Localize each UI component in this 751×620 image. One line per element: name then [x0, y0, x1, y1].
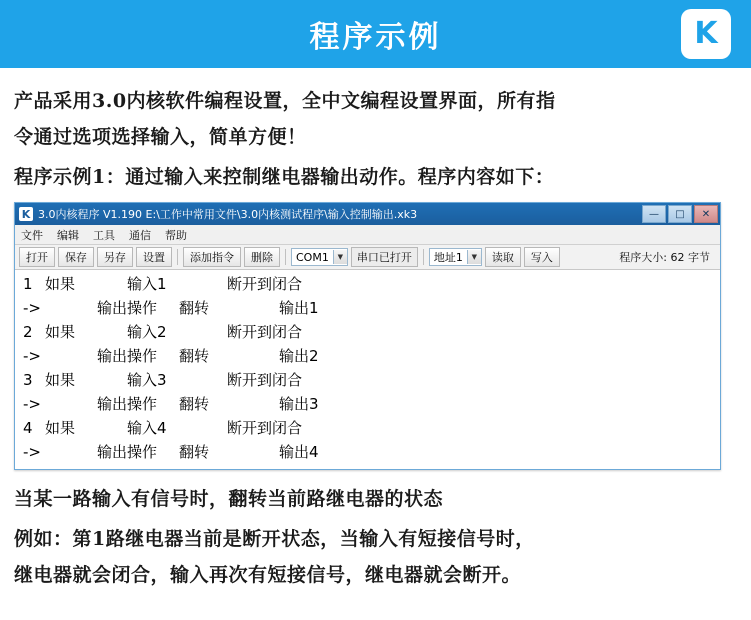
page-header-banner [0, 0, 751, 68]
add-instruction-button[interactable]: 添加指令 [183, 247, 241, 267]
action-arrow: -> [23, 299, 41, 317]
delete-instruction-button[interactable]: 删除 [244, 247, 280, 267]
row-input: 输入2 [127, 323, 167, 341]
row-action: 输出操作 [97, 347, 158, 365]
row-number: 4 [23, 419, 33, 437]
brand-logo-letter: K [694, 16, 718, 51]
toolbar [15, 245, 720, 270]
action-arrow: -> [23, 443, 41, 461]
program-action-row[interactable] [15, 345, 720, 369]
row-action-type: 翻转 [179, 347, 210, 365]
read-button[interactable]: 读取 [485, 247, 521, 267]
row-target: 输出1 [279, 299, 319, 317]
program-editor-window [14, 202, 721, 470]
row-number: 1 [23, 275, 33, 293]
toolbar-separator-2 [285, 249, 286, 265]
toolbar-separator-3 [423, 249, 424, 265]
row-action: 输出操作 [97, 443, 158, 461]
outro-section [0, 470, 751, 592]
maximize-button[interactable]: □ [668, 205, 692, 223]
row-event: 断开到闭合 [227, 275, 303, 293]
outro-line-2: 例如：第1路继电器当前是断开状态，当输入有短接信号时， [14, 528, 535, 550]
intro-section [0, 68, 751, 194]
intro-line-1: 产品采用3.0内核软件编程设置，全中文编程设置界面，所有指 [14, 90, 556, 112]
port-select[interactable] [291, 248, 348, 266]
row-condition: 如果 [45, 419, 76, 437]
brand-logo-icon [681, 9, 731, 59]
row-condition: 如果 [45, 371, 76, 389]
row-input: 输入1 [127, 275, 167, 293]
chevron-down-icon[interactable]: ▼ [333, 250, 347, 264]
action-arrow: -> [23, 395, 41, 413]
address-select-value: 地址1 [433, 251, 463, 264]
save-as-button[interactable]: 另存 [97, 247, 133, 267]
address-select[interactable] [429, 248, 482, 266]
row-action-type: 翻转 [179, 299, 210, 317]
program-row[interactable] [15, 321, 720, 345]
row-action-type: 翻转 [179, 395, 210, 413]
minimize-button[interactable]: — [642, 205, 666, 223]
program-row[interactable] [15, 369, 720, 393]
outro-line-1: 当某一路输入有信号时，翻转当前路继电器的状态 [14, 488, 444, 510]
menu-item-edit[interactable]: 编辑 [57, 228, 79, 242]
row-condition: 如果 [45, 323, 76, 341]
row-number: 2 [23, 323, 33, 341]
program-list[interactable] [15, 270, 720, 469]
row-condition: 如果 [45, 275, 76, 293]
row-action: 输出操作 [97, 395, 158, 413]
intro-line-2: 令通过选项选择输入，简单方便！ [14, 126, 307, 148]
menu-item-tools[interactable]: 工具 [93, 228, 115, 242]
row-event: 断开到闭合 [227, 371, 303, 389]
row-event: 断开到闭合 [227, 419, 303, 437]
row-input: 输入3 [127, 371, 167, 389]
row-number: 3 [23, 371, 33, 389]
row-target: 输出2 [279, 347, 319, 365]
row-target: 输出3 [279, 395, 319, 413]
settings-button[interactable]: 设置 [136, 247, 172, 267]
toolbar-separator-1 [177, 249, 178, 265]
row-action: 输出操作 [97, 299, 158, 317]
row-input: 输入4 [127, 419, 167, 437]
menu-item-help[interactable]: 帮助 [165, 228, 187, 242]
page-title: 程序示例 [309, 20, 442, 55]
menu-bar [15, 225, 720, 245]
port-status-label: 串口已打开 [351, 247, 418, 267]
program-action-row[interactable] [15, 441, 720, 465]
row-target: 输出4 [279, 443, 319, 461]
menu-item-file[interactable]: 文件 [21, 228, 43, 242]
row-action-type: 翻转 [179, 443, 210, 461]
action-arrow: -> [23, 347, 41, 365]
window-controls [642, 205, 718, 223]
intro-line-3: 程序示例1：通过输入来控制继电器输出动作。程序内容如下： [14, 166, 555, 188]
window-title: 3.0内核程序 V1.190 E:\工作中常用文件\3.0内核测试程序\输入控制输出.xk3 [38, 208, 418, 221]
outro-line-3: 继电器就会闭合，输入再次有短接信号，继电器就会断开。 [14, 564, 522, 586]
program-action-row[interactable] [15, 393, 720, 417]
window-titlebar [15, 203, 720, 225]
program-size-label: 程序大小: 62 字节 [619, 251, 710, 264]
program-action-row[interactable] [15, 297, 720, 321]
close-button[interactable]: ✕ [694, 205, 718, 223]
open-button[interactable]: 打开 [19, 247, 55, 267]
write-button[interactable]: 写入 [524, 247, 560, 267]
menu-item-communication[interactable]: 通信 [129, 228, 151, 242]
save-button[interactable]: 保存 [58, 247, 94, 267]
chevron-down-icon[interactable]: ▼ [467, 250, 481, 264]
app-icon: K [19, 207, 33, 221]
row-event: 断开到闭合 [227, 323, 303, 341]
program-row[interactable] [15, 273, 720, 297]
program-row[interactable] [15, 417, 720, 441]
port-select-value: COM1 [296, 250, 329, 264]
